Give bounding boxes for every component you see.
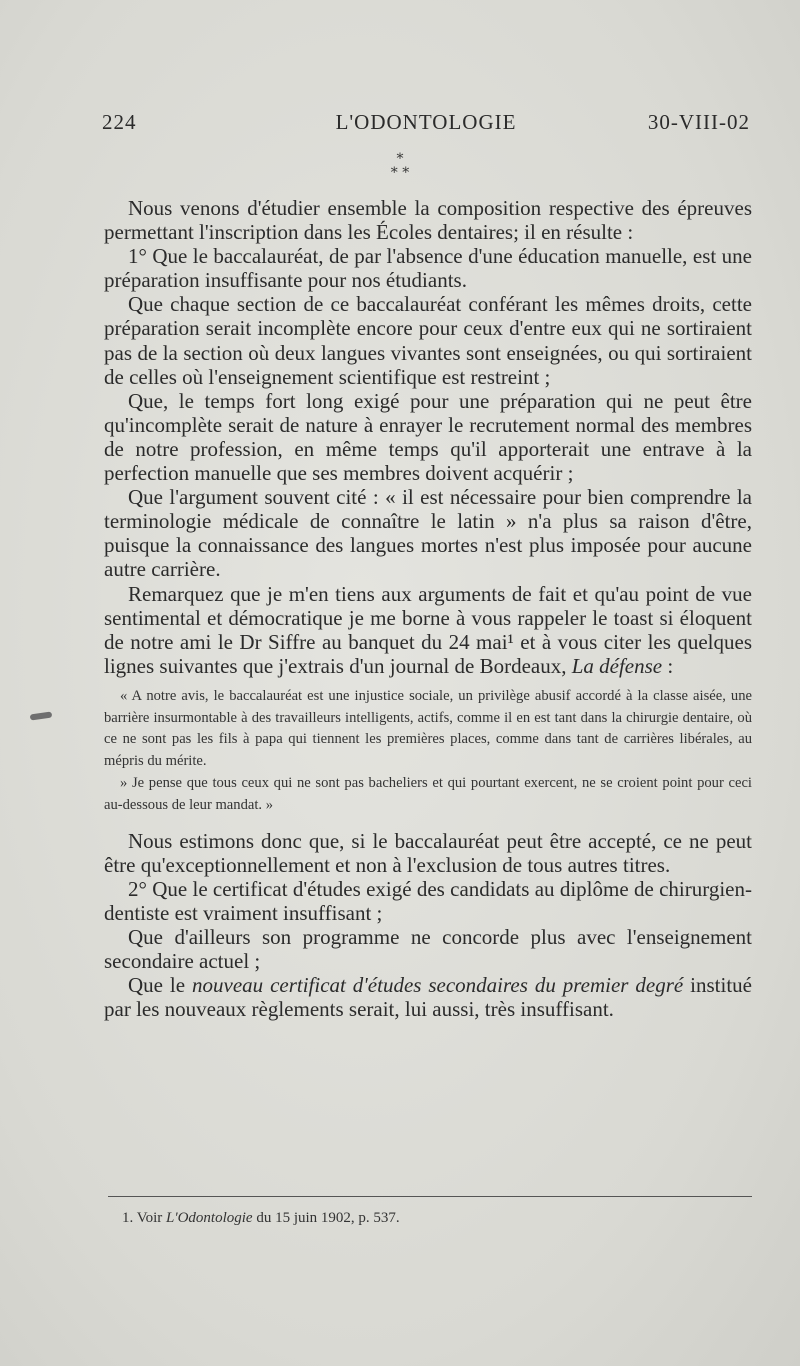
paragraph: 1° Que le baccalauréat, de par l'absence d'une éducation manuelle, est une préparation insuffisante pour nos étudiants. (104, 244, 752, 293)
journal-name: La défense (571, 653, 663, 678)
journal-title: L'ODONTOLOGIE (335, 110, 517, 134)
asterisk-top: * (396, 151, 404, 167)
margin-mark (30, 711, 53, 720)
paragraph-end: institué par les nouveaux règlements serait, lui aussi, très insuffisant. (104, 973, 752, 1022)
paragraph-end: : (662, 653, 674, 678)
quote-paragraph: » Je pense que tous ceux qui ne sont pas bacheliers et qui pourtant exercent, ne se croient point pour ceci au-dessous de leur mandat. » (104, 775, 752, 813)
italic-term: nouveau certificat d'études secondaires du premier degré (192, 973, 684, 998)
section-separator (0, 152, 800, 180)
running-header (102, 110, 750, 140)
paragraph (104, 582, 752, 678)
quote-paragraph: « A notre avis, le baccalauréat est une injustice sociale, un privilège abusif accordé à la classe aisée, une barrière insurmontable à des travailleurs intelligents, actifs, comme il en est tant dans la chirurgie dentaire, où ce ne sont pas les fils à papa qui tiennent les premières places, comme dans tant de carrières libérales, au mépris du mérite. (104, 687, 752, 770)
asterisk-bottom: * * (390, 165, 410, 181)
issue-date: 30-VIII-02 (647, 110, 750, 134)
body-text (104, 196, 752, 1021)
paragraph: Que chaque section de ce baccalauréat conférant les mêmes droits, cette préparation serait incomplète encore pour ceux d'entre eux qui ne sortiraient pas de la section où deux langues vivantes sont enseignées, ou qui sortiraient de celles où l'enseignement scientifique est restreint ; (104, 292, 752, 389)
footnote-journal: L'Odontologie (166, 1210, 253, 1226)
paragraph: Que l'argument souvent cité : « il est nécessaire pour bien comprendre la terminologie médicale de connaître le latin » n'a plus sa raison d'être, puisque la connaissance des langues mortes n'est plus imposée pour aucune autre carrière. (104, 485, 752, 582)
paragraph-start: Que le (128, 973, 192, 998)
footnote-prefix: 1. Voir (122, 1210, 167, 1226)
paragraph-text: Remarquez que je m'en tiens aux arguments de fait et qu'au point de vue sentimental et démocratique je me borne à vous rappeler le toast si éloquent de notre ami le Dr Siffre au banquet du 24 mai¹ et à vous citer les quelques lignes suivantes que j'extrais d'un journal de Bordeaux, (104, 581, 752, 678)
footnote-divider (108, 1196, 752, 1197)
paragraph: Que d'ailleurs son programme ne concorde plus avec l'enseignement secondaire actuel ; (104, 925, 752, 974)
paragraph: Nous estimons donc que, si le baccalauréat peut être accepté, ce ne peut être qu'exceptionnellement et non à l'exclusion de tous autres titres. (104, 828, 752, 877)
footnote-suffix: du 15 juin 1902, p. 537. (252, 1210, 400, 1226)
paragraph: 2° Que le certificat d'études exigé des candidats au diplôme de chirurgien-dentiste est vraiment insuffisant ; (104, 876, 752, 925)
paragraph: Nous venons d'étudier ensemble la composition respective des épreuves permettant l'inscription dans les Écoles dentaires; il en résulte : (104, 196, 752, 245)
footnote (122, 1210, 722, 1227)
paragraph (104, 973, 752, 1021)
block-quote (104, 686, 752, 817)
page-number: 224 (102, 110, 137, 134)
paragraph: Que, le temps fort long exigé pour une préparation qui ne peut être qu'incomplète serait de nature à enrayer le recrutement normal des membres de notre profession, en même temps qu'il apporterait une entrave à la perfection manuelle que ses membres doivent acquérir ; (104, 388, 752, 486)
